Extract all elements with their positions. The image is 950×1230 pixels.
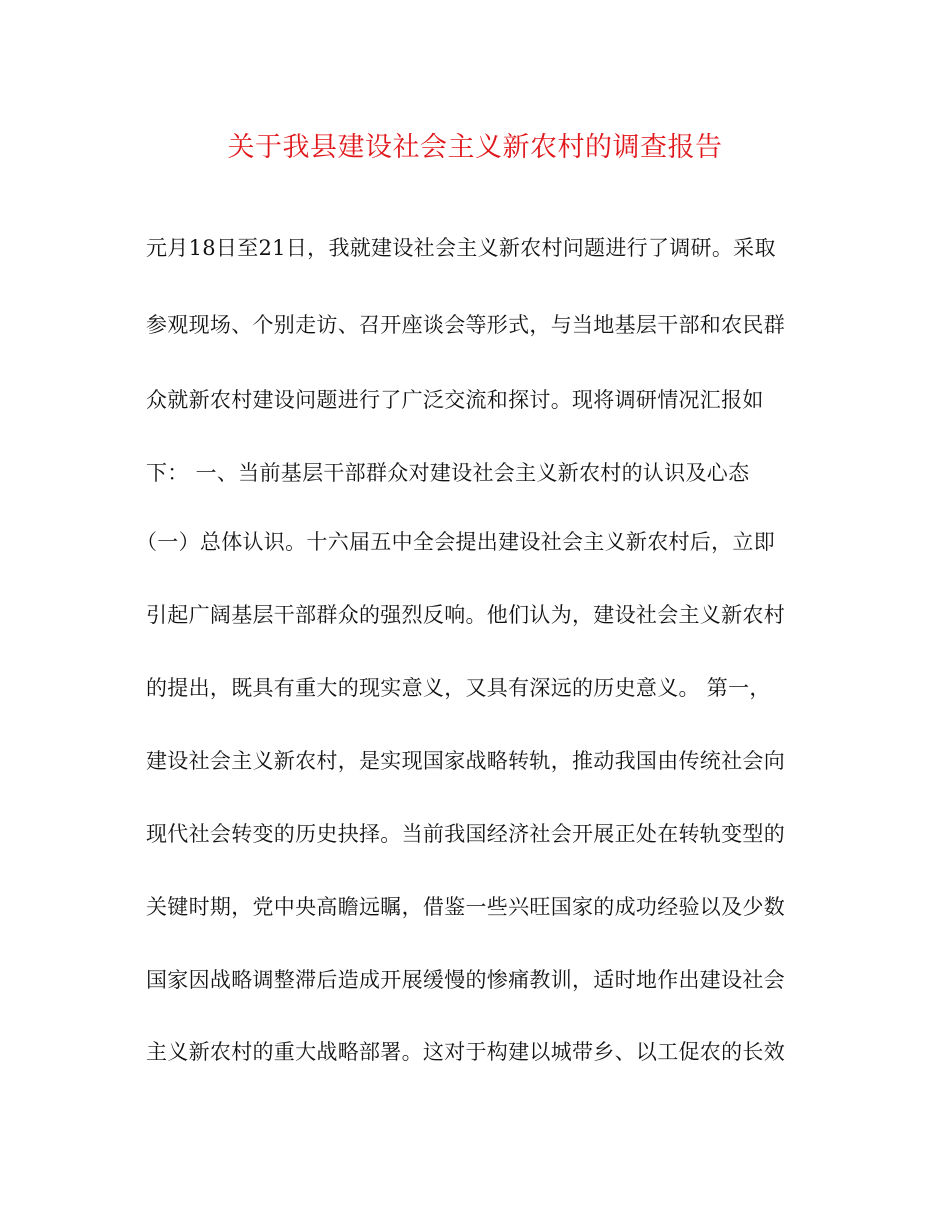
body-line: 关键时期，党中央高瞻远瞩，借鉴一些兴旺国家的成功经验以及少数 [146, 895, 785, 919]
body-line: 参观现场、个别走访、召开座谈会等形式，与当地基层干部和农民群 [146, 313, 785, 337]
body-line: 下： 一、当前基层干部群众对建设社会主义新农村的认识及心态 [146, 461, 750, 485]
body-line: 主义新农村的重大战略部署。这对于构建以城带乡、以工促农的长效 [146, 1040, 785, 1064]
body-line: 引起广阔基层干部群众的强烈反响。他们认为，建设社会主义新农村 [146, 603, 785, 627]
body-line: 元月18日至21日，我就建设社会主义新农村问题进行了调研。采取 [146, 236, 776, 260]
body-line: 的提出，既具有重大的现实意义，又具有深远的历史意义。 第一， [146, 676, 771, 700]
body-line: 现代社会转变的历史抉择。当前我国经济社会开展正处在转轨变型的 [146, 822, 785, 846]
document-title: 关于我县建设社会主义新农村的调查报告 [227, 132, 723, 163]
body-line: （一）总体认识。十六届五中全会提出建设社会主义新农村后，立即 [136, 530, 775, 554]
body-line: 建设社会主义新农村，是实现国家战略转轨，推动我国由传统社会向 [146, 749, 785, 773]
body-line: 众就新农村建设问题进行了广泛交流和探讨。现将调研情况汇报如 [146, 388, 764, 412]
body-line: 国家因战略调整滞后造成开展缓慢的惨痛教训，适时地作出建设社会 [146, 968, 785, 992]
